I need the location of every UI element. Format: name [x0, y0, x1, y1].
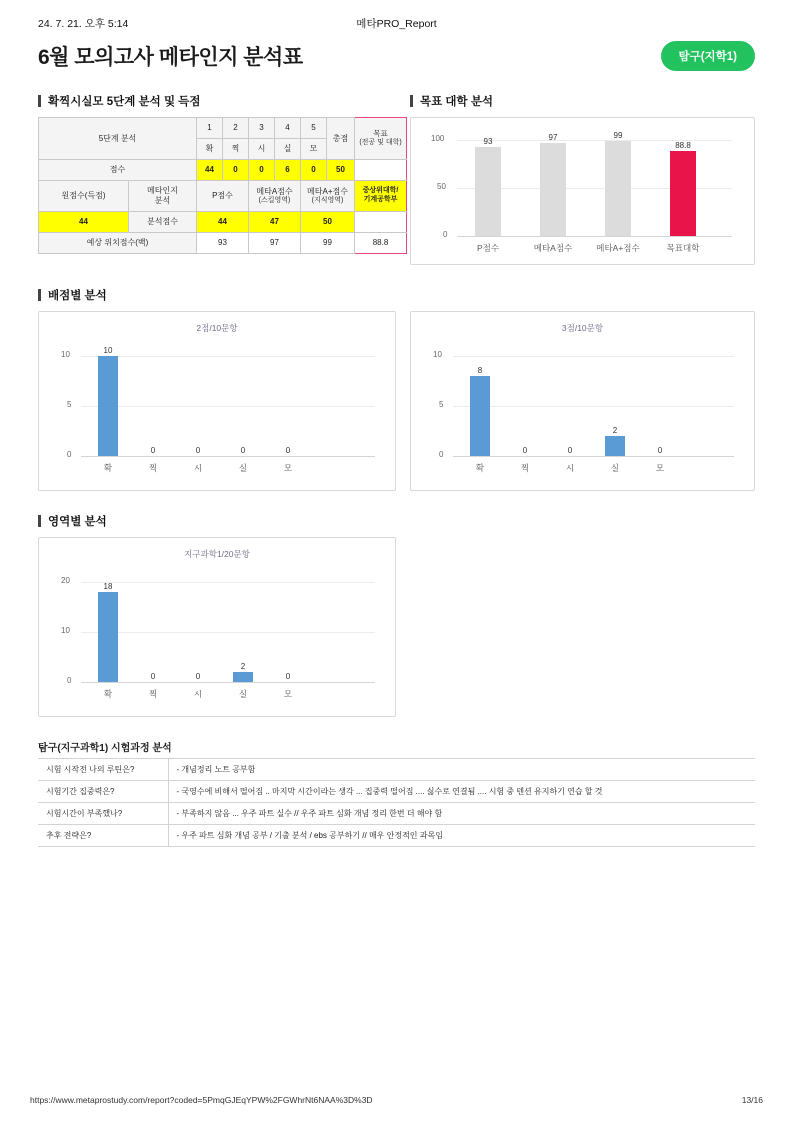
bar-hwak [98, 592, 118, 682]
bar-hwak [98, 356, 118, 456]
ytick-10: 10 [61, 350, 70, 359]
meta-label-line1: 메타인지 [147, 186, 178, 195]
bar-label-jjik: 0 [522, 446, 528, 455]
table-row [38, 803, 755, 825]
area1-plot [61, 576, 375, 699]
cell-metaAplus-label [301, 181, 355, 212]
cell-total-header: 총점 [327, 118, 355, 160]
bar-goal-univ [670, 151, 696, 236]
goal-univ-line1: 중상위대학/ [362, 187, 399, 195]
bar-label-metaAplus: 99 [613, 131, 623, 140]
xtick-mo: 모 [655, 463, 665, 473]
xtick-sil: 실 [610, 463, 620, 473]
cell-score-mo: 0 [301, 160, 327, 181]
bar-label-jjik: 0 [150, 672, 156, 681]
qa-answer-1: - 개념정리 노트 공부함 [168, 759, 755, 781]
axis-baseline [81, 682, 375, 683]
cell-expected-percentile-label: 예상 위치점수(백) [39, 233, 197, 254]
meta-label-line2: 분석 [154, 196, 171, 205]
goal-univ-line2: 기계공학부 [363, 196, 398, 203]
area1-chart [38, 537, 396, 717]
xtick-metaAplus: 메타A+점수 [596, 243, 640, 253]
cell-metaAplus-value: 50 [301, 212, 355, 233]
page-title: 6월 모의고사 메타인지 분석표 [38, 46, 303, 69]
bar-label-si: 0 [195, 446, 201, 455]
qa-answer-3: - 부족하지 않음 ... 우주 파트 실수 // 우주 파트 심화 개념 정리 한번 더 해야 함 [168, 803, 755, 825]
ytick-20: 20 [61, 576, 70, 585]
cell-label-hwak: 확 [197, 139, 223, 160]
bar-hwak [470, 376, 490, 456]
bar-metaAplus [605, 141, 631, 236]
footer-url: https://www.metaprostudy.com/report?coded=5PmqGJEqYPW%2FGWhrNt6NAA%3D%3D [30, 1095, 373, 1105]
score3-plot [433, 350, 734, 473]
cell-col-4: 4 [275, 118, 301, 139]
cell-goal-empty-2 [355, 212, 407, 233]
section-title-area-wrap [38, 513, 755, 529]
qa-section [30, 739, 763, 847]
bar-sil [605, 436, 625, 456]
ytick-10: 10 [61, 626, 70, 635]
table-row [39, 181, 407, 212]
axis-baseline [453, 456, 734, 457]
bar-label-hwak: 18 [103, 582, 113, 591]
footer-page-number: 13/16 [741, 1095, 763, 1105]
goal-header-line1: 목표 [373, 129, 388, 139]
bar-metaA [540, 143, 566, 236]
step5-table [38, 117, 407, 254]
table-row [38, 825, 755, 847]
bar-label-si: 0 [567, 446, 573, 455]
metaA-line1: 메타A점수 [256, 186, 293, 196]
metaAplus-line1: 메타A+점수 [307, 186, 348, 196]
cell-raw-score-value: 44 [39, 212, 129, 233]
section-title-area: 영역별 분석 [38, 513, 755, 529]
ytick-100: 100 [431, 134, 445, 143]
metaAplus-line2: (지식영역) [311, 196, 344, 204]
cell-step5-label: 5단계 분석 [39, 118, 197, 160]
goal-univ-chart [410, 117, 755, 265]
xtick-sil: 실 [238, 463, 248, 473]
cell-percentile-metaA: 97 [249, 233, 301, 254]
bar-label-hwak: 10 [103, 346, 113, 355]
section-headers-row [38, 93, 755, 109]
score3-chart [410, 311, 755, 491]
ytick-0: 0 [439, 450, 444, 459]
cell-analysis-score-label: 분석점수 [129, 212, 197, 233]
gridline-5 [453, 406, 734, 407]
cell-score-total: 50 [327, 160, 355, 181]
ytick-10: 10 [433, 350, 442, 359]
bar-label-mo: 0 [657, 446, 663, 455]
metaA-line2: (스킬영역) [258, 196, 291, 204]
bar-label-metaA: 97 [548, 133, 558, 142]
cell-score-si: 0 [249, 160, 275, 181]
cell-percentile-goal: 88.8 [355, 233, 407, 254]
section-title-goal: 목표 대학 분석 [410, 93, 755, 109]
gridline-10 [81, 356, 375, 357]
xtick-si: 시 [193, 463, 203, 473]
bar-label-goal-univ: 88.8 [675, 141, 691, 150]
ytick-0: 0 [67, 676, 72, 685]
cell-score-hwak: 44 [197, 160, 223, 181]
table-row [39, 233, 407, 254]
qa-question-1: 시험 시작전 나의 루틴은? [38, 759, 168, 781]
cell-p-score-label: P점수 [197, 181, 249, 212]
cell-meta-analysis-label [129, 181, 197, 212]
cell-score-jjik: 0 [223, 160, 249, 181]
cell-label-sil: 실 [275, 139, 301, 160]
gridline-10 [81, 632, 375, 633]
bar-label-p-score: 93 [483, 137, 493, 146]
ytick-5: 5 [439, 400, 444, 409]
cell-percentile-p: 93 [197, 233, 249, 254]
section-title-score: 배점별 분석 [38, 287, 755, 303]
xtick-si: 시 [193, 689, 203, 699]
xtick-si: 시 [565, 463, 575, 473]
area1-chart-title: 지구과학1/20문항 [184, 549, 250, 559]
xtick-p-score: P점수 [476, 243, 500, 253]
cell-goal-empty [355, 160, 407, 181]
xtick-jjik: 찍 [148, 463, 158, 473]
subject-badge: 탐구(지학1) [661, 41, 756, 71]
score2-chart [38, 311, 396, 491]
xtick-mo: 모 [283, 463, 293, 473]
cell-col-3: 3 [249, 118, 275, 139]
cell-metaA-label [249, 181, 301, 212]
cell-label-si: 시 [249, 139, 275, 160]
table-row [38, 759, 755, 781]
xtick-sil: 실 [238, 689, 248, 699]
xtick-jjik: 찍 [148, 689, 158, 699]
print-datetime: 24. 7. 21. 오후 5:14 [38, 18, 129, 30]
bar-p-score [475, 147, 501, 236]
xtick-metaA: 메타A점수 [533, 243, 573, 253]
qa-question-4: 추후 전략은? [38, 825, 168, 847]
xtick-hwak: 확 [103, 689, 113, 699]
cell-score-label: 점수 [39, 160, 197, 181]
cell-raw-score-label: 원점수(득점) [39, 181, 129, 212]
row-table-and-goalchart [38, 117, 755, 265]
bar-label-sil: 0 [240, 446, 246, 455]
bar-label-mo: 0 [285, 446, 291, 455]
score2-plot [61, 346, 375, 473]
print-tab-title: 메타PRO_Report [356, 18, 437, 30]
cell-goal-header [355, 118, 407, 160]
bar-label-sil: 2 [240, 662, 246, 671]
ytick-5: 5 [67, 400, 72, 409]
goal-chart-plot [431, 131, 732, 253]
browser-header [30, 0, 763, 31]
bar-label-hwak: 8 [477, 366, 483, 375]
score-charts-row [38, 311, 755, 491]
score3-chart-title: 3점/10문항 [561, 323, 604, 333]
table-row [38, 781, 755, 803]
bar-label-mo: 0 [285, 672, 291, 681]
cell-col-2: 2 [223, 118, 249, 139]
cell-col-5: 5 [301, 118, 327, 139]
ytick-50: 50 [437, 182, 446, 191]
gridline-5 [81, 406, 375, 407]
section-title-step5: 확찍시실모 5단계 분석 및 득점 [38, 93, 396, 109]
gridline-20 [81, 582, 375, 583]
table-row [39, 118, 407, 139]
xtick-goal-univ: 목표대학 [666, 243, 700, 253]
qa-title: 탐구(지구과학1) 시험과정 분석 [38, 743, 172, 754]
table-row [39, 212, 407, 233]
goal-header-line2: (전공 및 대학) [359, 138, 402, 146]
xtick-mo: 모 [283, 689, 293, 699]
cell-label-jjik: 찍 [223, 139, 249, 160]
axis-baseline [457, 236, 732, 237]
qa-table [38, 758, 755, 847]
cell-p-score-value: 44 [197, 212, 249, 233]
axis-baseline [81, 456, 375, 457]
cell-metaA-value: 47 [249, 212, 301, 233]
section-title-score-wrap [38, 287, 755, 303]
bar-label-jjik: 0 [150, 446, 156, 455]
qa-answer-4: - 우주 파트 심화 개념 공부 / 기출 분석 / ebs 공부하기 // 매우 안정적인 과목임 [168, 825, 755, 847]
print-footer [30, 1095, 763, 1105]
bar-label-sil: 2 [612, 426, 618, 435]
gridline-10 [453, 356, 734, 357]
ytick-0: 0 [67, 450, 72, 459]
qa-question-2: 시험기간 집중력은? [38, 781, 168, 803]
cell-goal-univ-major [355, 181, 407, 212]
cell-label-mo: 모 [301, 139, 327, 160]
bar-label-si: 0 [195, 672, 201, 681]
cell-score-sil: 6 [275, 160, 301, 181]
xtick-jjik: 찍 [520, 463, 530, 473]
table-row [39, 160, 407, 181]
xtick-hwak: 확 [475, 463, 485, 473]
area-chart-row [38, 537, 396, 717]
qa-question-3: 시험시간이 부족했나? [38, 803, 168, 825]
cell-col-1: 1 [197, 118, 223, 139]
title-row [38, 41, 755, 71]
qa-answer-2: - 국영수에 비해서 떨어짐 .. 마지막 시간이라는 생각 ... 집중력 떨어짐 .... 싫수로 연결됨 .... 시험 중 텐션 유지하기 연습 할 것 [168, 781, 755, 803]
bar-sil [233, 672, 253, 682]
xtick-hwak: 확 [103, 463, 113, 473]
cell-percentile-metaAplus: 99 [301, 233, 355, 254]
ytick-0: 0 [443, 230, 448, 239]
score2-chart-title: 2점/10문항 [196, 323, 238, 333]
